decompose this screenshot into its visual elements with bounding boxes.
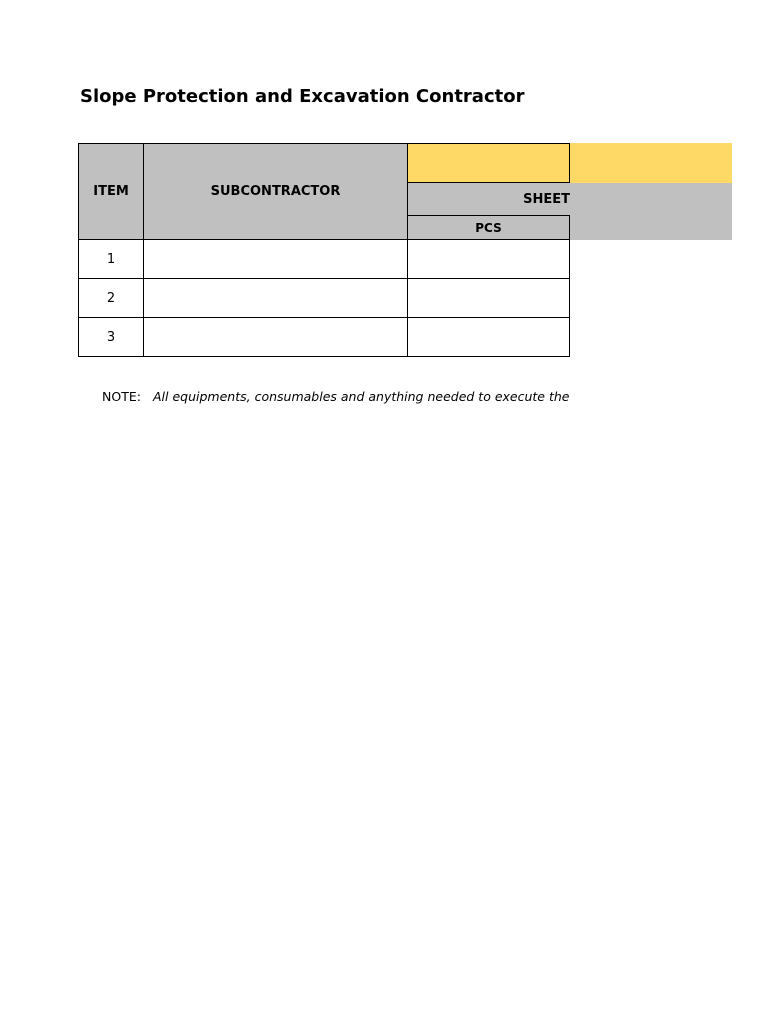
- row-2-subcontractor[interactable]: [143, 278, 408, 318]
- row-2-item: 2: [78, 278, 144, 318]
- note-text: All equipments, consumables and anything needed to execute the: [153, 389, 570, 404]
- header-subcontractor: SUBCONTRACTOR: [143, 143, 408, 240]
- row-3-pcs[interactable]: [407, 317, 570, 357]
- pricing-table: [78, 143, 732, 357]
- header-extension: [569, 183, 732, 240]
- row-1-pcs[interactable]: [407, 239, 570, 279]
- header-group-label: SHEET: [523, 191, 570, 207]
- note-label: NOTE:: [102, 389, 141, 404]
- row-1-subcontractor[interactable]: [143, 239, 408, 279]
- header-group-cell: [407, 182, 570, 216]
- row-1-item: 1: [78, 239, 144, 279]
- note: [102, 389, 570, 404]
- row-2-pcs[interactable]: [407, 278, 570, 318]
- page-title: Slope Protection and Excavation Contractor: [80, 86, 525, 107]
- header-item: ITEM: [78, 143, 144, 240]
- highlight-header-border: [407, 143, 570, 183]
- row-3-subcontractor[interactable]: [143, 317, 408, 357]
- row-3-item: 3: [78, 317, 144, 357]
- header-pcs: PCS: [407, 215, 570, 240]
